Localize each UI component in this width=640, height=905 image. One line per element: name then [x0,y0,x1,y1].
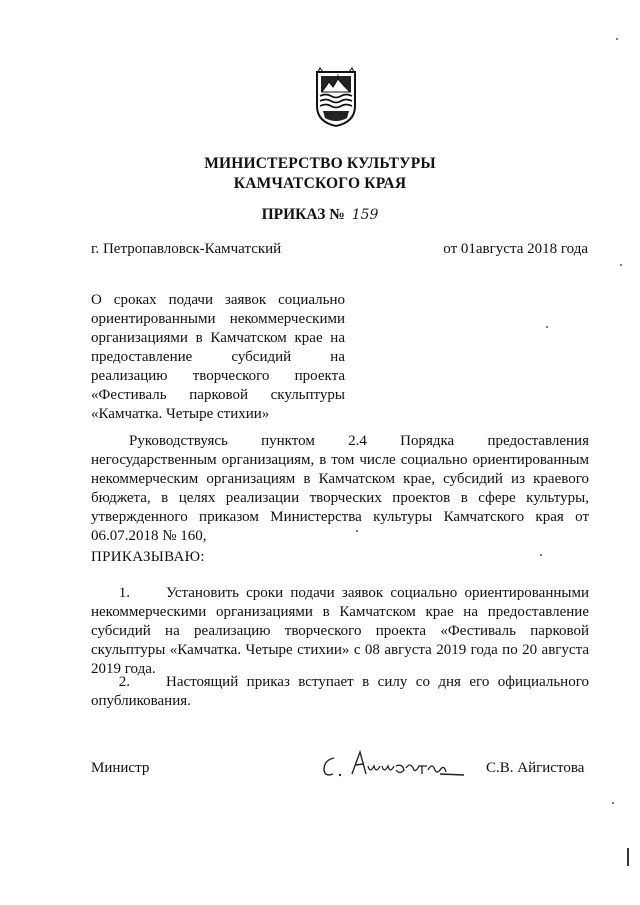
directive-heading: ПРИКАЗЫВАЮ: [91,549,205,565]
scan-speck [356,530,358,532]
coat-of-arms-emblem [314,66,358,128]
handwritten-signature [318,744,466,786]
preamble-paragraph: Руководствуясь пунктом 2.4 Порядка предоставления негосударственным организациям, в том числе социально ориентированным некоммерческим организациям в Камчатском крае, субсидий из краевого бюджета, в целях реализации творческих проектов в сфере культуры, утвержденного приказом Министерства культуры Камчатского края от 06.07.2018 № 160, [91,433,589,544]
scan-edge-mark [627,848,629,866]
ministry-title-line2: КАМЧАТСКОГО КРАЯ [233,175,407,192]
ministry-title [0,154,640,194]
order-item [91,584,589,679]
order-heading [0,206,640,224]
order-item-text: Установить сроки подачи заявок социально ориентированными некоммерческими организациями в Камчатском крае на предоставление субсидий на реализацию творческого проекта «Фестиваль парковой скульптуры «Камчатка. Четыре стихии» с 08 августа 2019 года по 20 августа 2019 года. [91,585,589,677]
date-line: от 01августа 2018 года [443,241,588,257]
order-subject: О сроках подачи заявок социально ориентированными некоммерческими организациями в Камчатском крае на предоставление субсидий на реализацию творческого проекта «Фестиваль парковой скульптуры «Камчатка. Четыре стихии» [91,292,345,422]
scan-speck [540,554,542,556]
order-number-handwritten: 159 [351,207,379,223]
scan-speck [546,326,548,328]
scan-speck [612,802,614,804]
signatory-title: Министр [91,760,150,776]
order-item-number: 2. [118,674,130,690]
order-item-number: 1. [118,585,130,601]
signatory-name: С.В. Айгистова [486,760,585,776]
ministry-title-line1: МИНИСТЕРСТВО КУЛЬТУРЫ [204,155,436,172]
city-line: г. Петропавловск-Камчатский [91,241,282,257]
scan-speck [616,38,618,40]
order-item-text: Настоящий приказ вступает в силу со дня его официального опубликования. [91,674,589,709]
scan-speck [620,264,622,266]
order-item [91,673,589,711]
order-prefix: ПРИКАЗ № [261,206,345,223]
